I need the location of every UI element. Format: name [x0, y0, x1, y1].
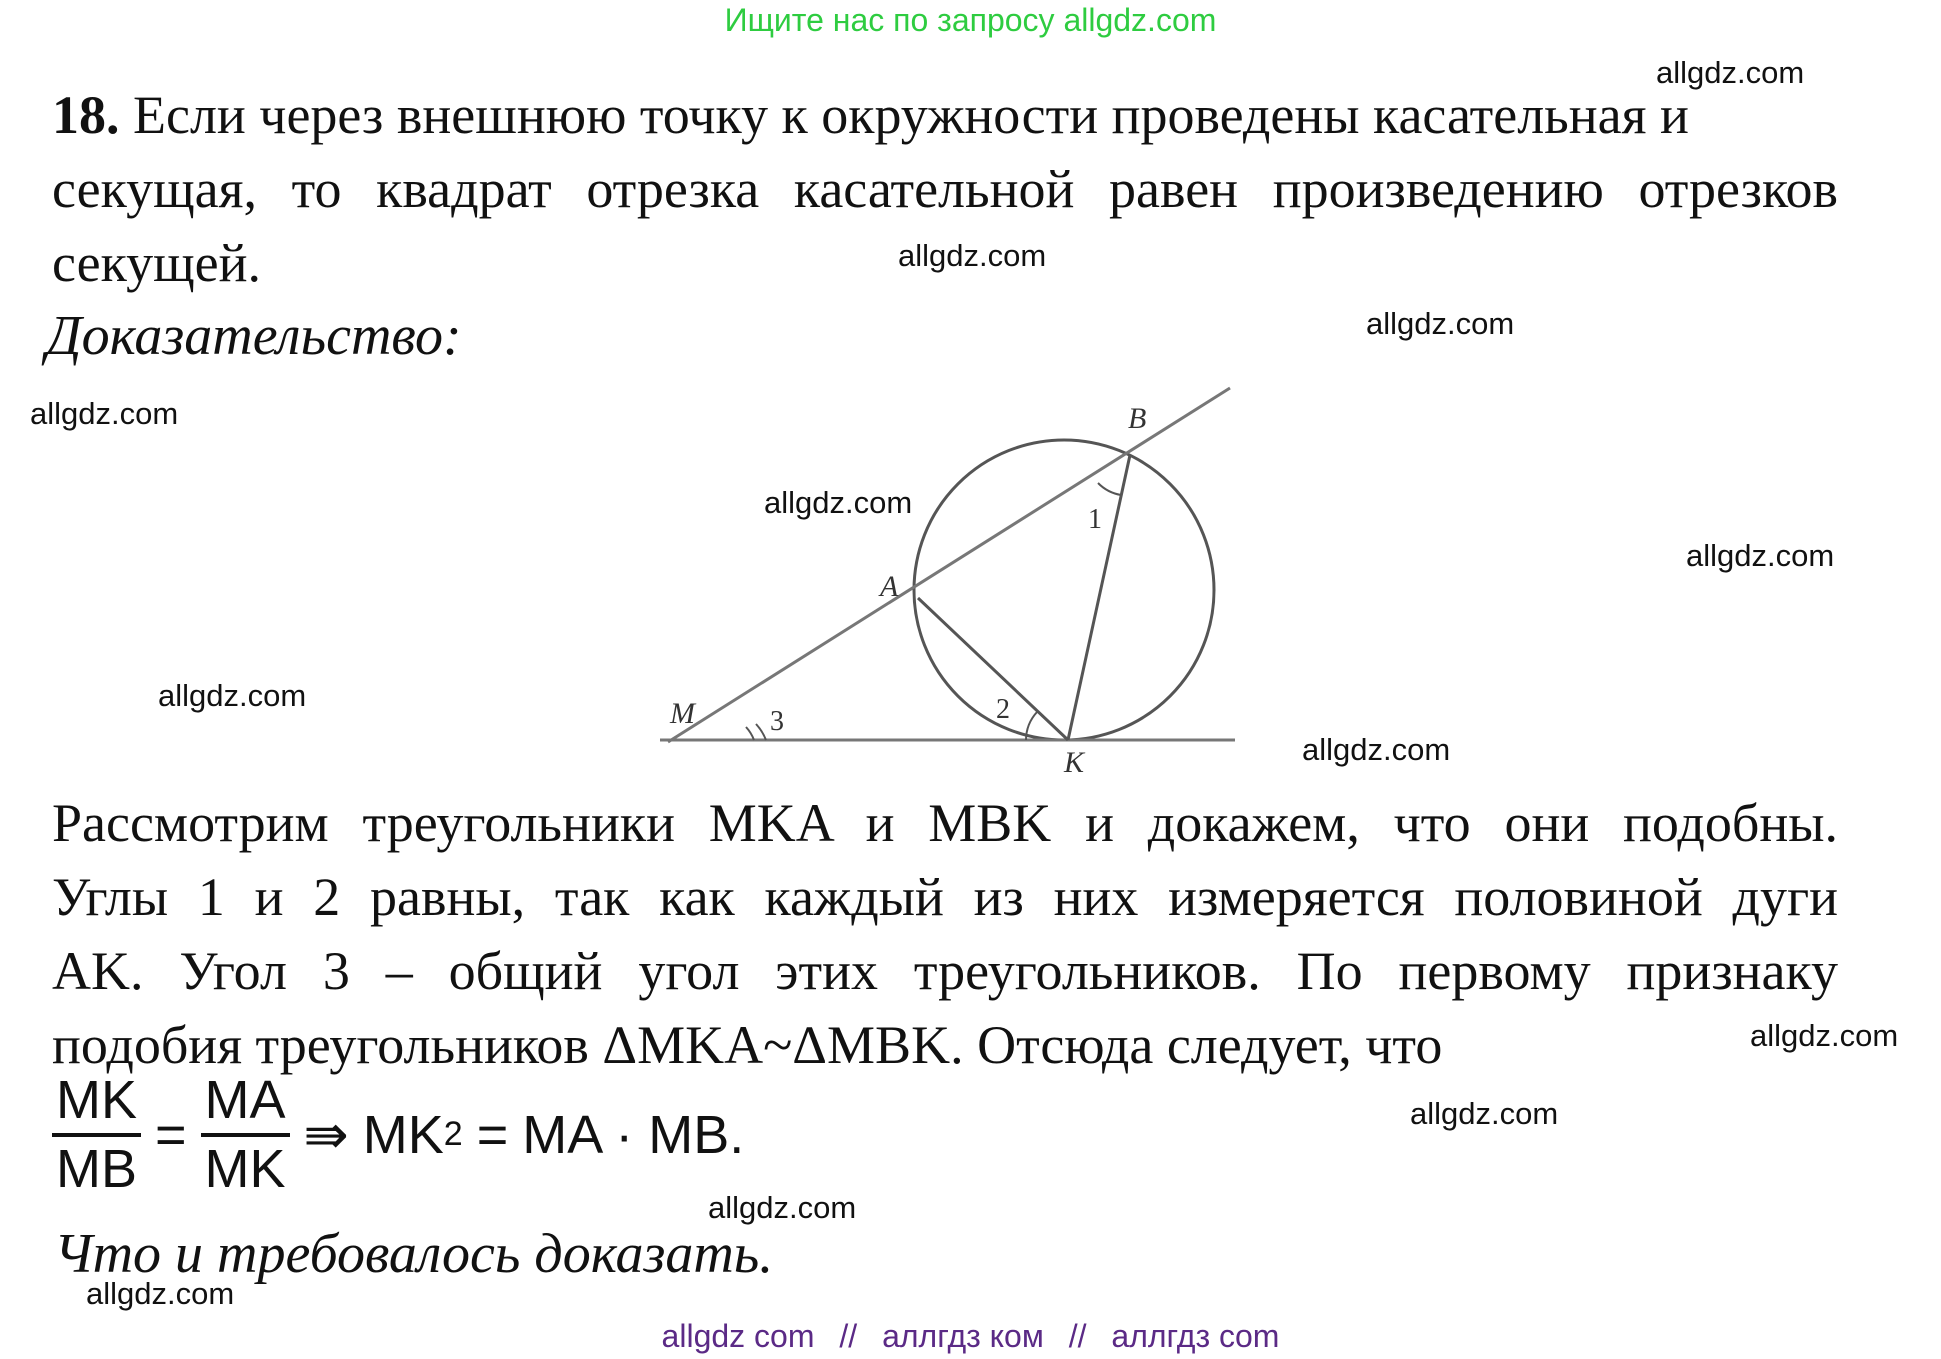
- watermark: allgdz.com: [1656, 55, 1805, 90]
- label-K: K: [1064, 746, 1085, 779]
- watermark: allgdz.com: [898, 238, 1047, 273]
- watermark: allgdz.com: [1750, 1018, 1899, 1053]
- proof-line-3: AK. Угол 3 – общий угол этих треугольников. По первому признаку: [52, 941, 1838, 1001]
- problem-number: 18.: [52, 85, 120, 145]
- watermark: allgdz.com: [1302, 732, 1451, 767]
- watermark: allgdz.com: [1410, 1096, 1559, 1131]
- fraction-denominator: MB: [56, 1138, 137, 1199]
- watermark: allgdz.com: [86, 1276, 235, 1311]
- watermark: allgdz.com: [158, 678, 307, 713]
- footer-separator: //: [1068, 1318, 1087, 1354]
- angle-3-label: 3: [770, 706, 784, 737]
- problem-line-2: секущая, то квадрат отрезка касательной равен произведению отрезков: [52, 159, 1838, 219]
- fraction-bar: [201, 1133, 290, 1137]
- implies-sign: ⇛: [303, 1105, 349, 1166]
- formula-rhs: MA · MB.: [522, 1104, 745, 1165]
- formula: [52, 1072, 744, 1197]
- label-B: B: [1128, 402, 1147, 435]
- footer-link[interactable]: allgdz com: [661, 1318, 815, 1354]
- equals-sign: =: [155, 1104, 187, 1165]
- watermark: allgdz.com: [708, 1190, 857, 1225]
- fraction-numerator: MA: [204, 1070, 286, 1130]
- watermark: allgdz.com: [1686, 538, 1835, 573]
- fraction-denominator: MK: [204, 1138, 286, 1199]
- angle-3-arc: [746, 727, 754, 740]
- watermark: allgdz.com: [30, 396, 179, 431]
- segment-AK: [918, 598, 1068, 740]
- problem-line-1: [52, 85, 1689, 145]
- fraction-mk-mb: [52, 1072, 141, 1197]
- label-M: M: [670, 697, 695, 730]
- fraction-bar: [52, 1133, 141, 1137]
- angle-1-arc: [1098, 483, 1121, 495]
- footer-link[interactable]: аллгдз ком: [882, 1318, 1044, 1354]
- proof-line-4: подобия треугольников ΔMKA~ΔMBK. Отсюда следует, что: [52, 1015, 1443, 1075]
- label-A: A: [880, 570, 899, 603]
- top-banner: Ищите нас по запросу allgdz.com: [724, 2, 1217, 38]
- equals-sign: =: [476, 1104, 509, 1165]
- angle-1-label: 1: [1088, 504, 1102, 535]
- secant-line: [668, 388, 1230, 742]
- proof-line-2: Углы 1 и 2 равны, так как каждый из них измеряется половиной дуги: [52, 867, 1838, 927]
- angle-3-arc: [756, 724, 766, 740]
- footer-separator: //: [839, 1318, 858, 1354]
- angle-2-label: 2: [996, 694, 1010, 725]
- circle: [914, 440, 1214, 740]
- formula-exponent: 2: [443, 1115, 463, 1154]
- geometry-diagram: [640, 370, 1260, 790]
- problem-text-1: Если через внешнюю точку к окружности проведены касательная и: [133, 85, 1689, 145]
- fraction-numerator: MK: [56, 1070, 137, 1130]
- proof-heading: Доказательство:: [46, 305, 462, 367]
- footer-link[interactable]: аллгдз com: [1111, 1318, 1280, 1354]
- watermark: allgdz.com: [1366, 306, 1515, 341]
- problem-line-3: секущей.: [52, 233, 262, 293]
- watermark: allgdz.com: [764, 485, 913, 520]
- proof-line-1: Рассмотрим треугольники MKA и MBK и докажем, что они подобны.: [52, 793, 1838, 853]
- qed-text: Что и требовалось доказать.: [54, 1223, 774, 1285]
- segment-BK: [1068, 455, 1130, 740]
- footer-links: [0, 1318, 1941, 1355]
- fraction-ma-mk: [201, 1072, 290, 1197]
- formula-lhs: MK: [362, 1104, 444, 1165]
